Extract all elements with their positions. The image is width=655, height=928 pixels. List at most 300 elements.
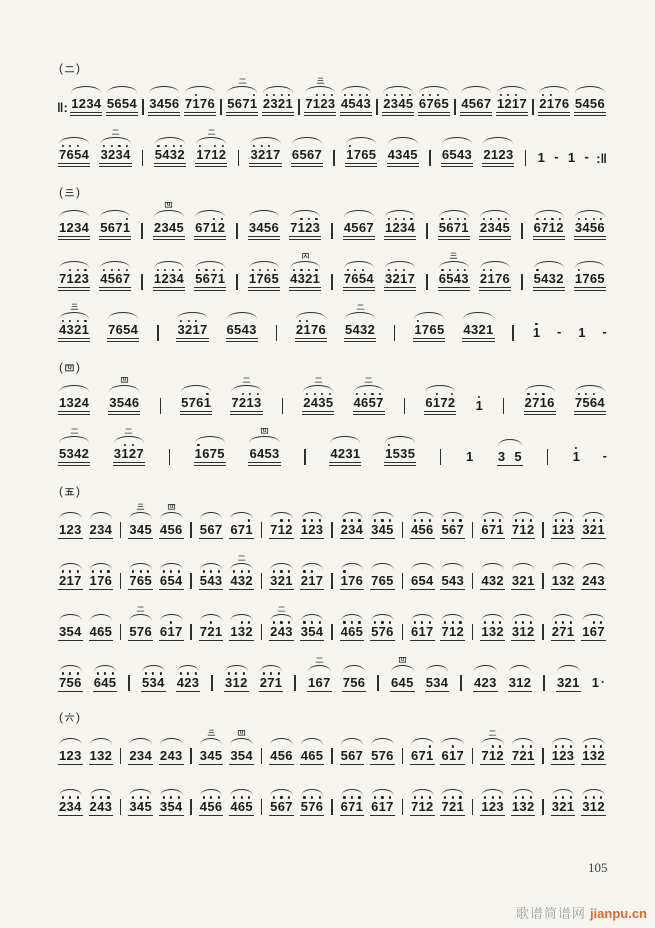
fingering-annotation xyxy=(127,502,154,512)
digit: 1 xyxy=(532,325,541,340)
underline xyxy=(413,341,445,342)
beam-underlines xyxy=(269,764,294,765)
slur-arc xyxy=(59,436,89,443)
underline xyxy=(410,815,435,816)
digit: 5 xyxy=(199,521,208,537)
digit: 5 xyxy=(277,747,286,763)
fingering-annotation xyxy=(57,302,91,312)
digit: 3 xyxy=(169,147,178,163)
digit: 4 xyxy=(256,446,265,462)
digit: 7 xyxy=(308,798,316,814)
digit: 1 xyxy=(214,623,223,639)
digit: 7 xyxy=(554,96,562,112)
digit: 4 xyxy=(81,395,90,411)
digits xyxy=(343,319,377,337)
fingering-annotation xyxy=(225,76,259,86)
underline xyxy=(343,287,375,288)
note-group xyxy=(573,385,607,415)
digit: 5 xyxy=(340,747,349,763)
underline xyxy=(424,411,456,412)
beam-underlines xyxy=(159,538,184,539)
digit: 3 xyxy=(300,623,309,639)
underline xyxy=(482,163,514,164)
digit: 2 xyxy=(519,747,527,763)
digit: 6 xyxy=(348,747,356,763)
slur-arc xyxy=(385,261,415,268)
slur-arc xyxy=(59,563,82,570)
underline xyxy=(511,538,536,539)
digits xyxy=(409,519,436,537)
slur-arc xyxy=(346,137,376,144)
digit: 4 xyxy=(340,96,349,112)
digits xyxy=(550,570,577,588)
beam-underlines xyxy=(387,163,419,167)
slur-arc xyxy=(439,261,469,268)
underline xyxy=(58,338,90,339)
barline xyxy=(128,675,129,691)
digit: 5 xyxy=(441,96,449,112)
digits xyxy=(57,144,91,162)
underline xyxy=(148,115,180,116)
digits xyxy=(268,570,295,588)
underline xyxy=(370,764,395,765)
underline xyxy=(425,691,450,692)
note-group xyxy=(198,563,225,590)
note-group xyxy=(247,426,281,466)
digit: 5 xyxy=(425,674,434,690)
digit: 4 xyxy=(144,747,152,763)
digit: 3 xyxy=(345,446,353,462)
digit: 7 xyxy=(310,322,319,338)
underline xyxy=(194,236,226,237)
beam-underlines xyxy=(58,411,90,415)
digit: 3 xyxy=(86,96,94,112)
note-group xyxy=(495,86,529,116)
underline xyxy=(248,465,280,466)
underline xyxy=(343,236,375,237)
music-line xyxy=(57,607,607,641)
note-group xyxy=(344,137,378,167)
fingering-annotation xyxy=(306,655,333,665)
digit: 5 xyxy=(368,147,377,163)
beam-underlines xyxy=(199,538,224,539)
digit: 1 xyxy=(551,572,560,588)
note-group xyxy=(580,512,607,539)
note-group xyxy=(247,261,281,291)
note-group xyxy=(57,665,84,692)
slur-arc xyxy=(185,86,215,93)
barline xyxy=(141,223,142,239)
digit: 7 xyxy=(440,395,448,411)
digit: 6 xyxy=(426,521,434,537)
underline xyxy=(176,338,208,339)
digit: 3 xyxy=(214,572,223,588)
underline xyxy=(58,538,83,539)
digit: 4 xyxy=(256,220,264,236)
digit: 1 xyxy=(511,96,520,112)
digit: 1 xyxy=(418,623,427,639)
underline xyxy=(89,538,114,539)
digits xyxy=(409,621,436,639)
digit: 2 xyxy=(526,521,535,537)
digits xyxy=(580,796,607,814)
underline xyxy=(438,290,470,291)
digit: 7 xyxy=(184,96,193,112)
note-group xyxy=(369,738,396,765)
underline xyxy=(302,414,334,415)
beam-underlines xyxy=(342,691,367,692)
digit: 1 xyxy=(385,446,393,462)
digit: 3 xyxy=(566,521,575,537)
note-group xyxy=(555,665,582,692)
slur-arc xyxy=(441,738,464,745)
digits xyxy=(440,144,474,162)
slur-arc xyxy=(441,512,464,519)
underline xyxy=(249,166,281,167)
underline xyxy=(342,691,367,692)
underline xyxy=(269,764,294,765)
digit: 6 xyxy=(230,521,238,537)
digit: 3 xyxy=(488,623,497,639)
barline xyxy=(190,573,191,589)
digits xyxy=(248,144,282,162)
slur-arc xyxy=(439,210,469,217)
digit: 6 xyxy=(438,271,447,287)
fingering-annotation xyxy=(437,251,471,261)
note-group xyxy=(352,375,386,415)
underline xyxy=(574,414,606,415)
duration-dash: - xyxy=(584,149,589,164)
digits xyxy=(369,621,396,639)
digit: 3 xyxy=(81,271,90,287)
digit: 3 xyxy=(400,220,408,236)
digit: 7 xyxy=(199,96,208,112)
digit: 7 xyxy=(441,623,450,639)
digit: 3 xyxy=(115,147,124,163)
digit: 1 xyxy=(582,623,590,639)
digit: 5 xyxy=(533,271,542,287)
digits xyxy=(294,319,328,337)
digit: 6 xyxy=(115,322,124,338)
digit: 1 xyxy=(210,220,218,236)
slur-arc xyxy=(582,738,605,745)
slur-arc xyxy=(296,312,326,319)
digit: 1 xyxy=(490,147,499,163)
digit: 6 xyxy=(418,96,427,112)
digit: 1 xyxy=(59,395,67,411)
section-number-glyph xyxy=(64,362,75,373)
fingering-glyph xyxy=(389,655,416,664)
underline xyxy=(58,764,83,765)
note-group xyxy=(424,665,451,692)
underline xyxy=(533,290,565,291)
beam-underlines xyxy=(551,538,576,539)
digit: 5 xyxy=(104,623,113,639)
digit: 2 xyxy=(74,322,82,338)
beam-underlines xyxy=(353,411,385,415)
note-group xyxy=(268,604,295,641)
note-group xyxy=(409,614,436,641)
digit: 2 xyxy=(66,220,75,236)
digits xyxy=(439,621,466,639)
slur-arc xyxy=(231,385,261,392)
digit: 2 xyxy=(564,674,573,690)
beam-underlines xyxy=(511,589,536,590)
digits xyxy=(339,621,366,639)
digit: 1 xyxy=(312,96,321,112)
underline xyxy=(574,290,606,291)
digit: 5 xyxy=(167,572,175,588)
underline xyxy=(99,166,131,167)
digit: 6 xyxy=(291,147,300,163)
digit: 3 xyxy=(74,220,82,236)
digit: 5 xyxy=(234,322,242,338)
digit: 5 xyxy=(167,521,175,537)
note-group xyxy=(198,614,225,641)
underline xyxy=(180,411,212,412)
note-group xyxy=(299,512,326,539)
beam-underlines xyxy=(344,338,376,342)
note-group xyxy=(342,261,376,291)
underline xyxy=(229,640,254,641)
note xyxy=(590,672,607,690)
beam-underlines xyxy=(226,338,258,342)
slur-arc xyxy=(200,512,223,519)
digit: 7 xyxy=(267,674,275,690)
music-line xyxy=(57,257,607,291)
underline xyxy=(438,236,470,237)
note-group xyxy=(532,261,566,291)
underline xyxy=(128,640,153,641)
note-group xyxy=(369,563,396,590)
digit: 4 xyxy=(589,572,598,588)
underline xyxy=(199,538,224,539)
digit: 2 xyxy=(498,147,506,163)
barline xyxy=(331,748,332,764)
underline xyxy=(440,538,465,539)
digit: 1 xyxy=(539,395,548,411)
digits xyxy=(306,672,333,690)
digit: 5 xyxy=(368,395,377,411)
underline xyxy=(460,112,492,113)
digit: 4 xyxy=(129,96,137,112)
digit: 1 xyxy=(578,325,586,340)
underline xyxy=(58,287,90,288)
slur-arc xyxy=(160,614,183,621)
underline xyxy=(511,589,536,590)
digit: 7 xyxy=(456,521,465,537)
digits xyxy=(301,392,335,410)
underline xyxy=(300,589,325,590)
fingering-glyph xyxy=(107,375,141,384)
beam-underlines xyxy=(226,112,258,116)
digit: 4 xyxy=(310,395,319,411)
digits xyxy=(127,519,154,537)
digit: 2 xyxy=(392,271,401,287)
digit: 2 xyxy=(59,798,67,814)
digit: 7 xyxy=(97,572,105,588)
digits xyxy=(472,672,499,690)
digit: 7 xyxy=(348,798,356,814)
digits xyxy=(88,621,115,639)
digit: 5 xyxy=(123,322,131,338)
note-group xyxy=(510,563,537,590)
music-line xyxy=(57,82,607,116)
note-group xyxy=(175,312,209,342)
beam-underlines xyxy=(99,236,131,240)
digit: 3 xyxy=(66,446,75,462)
digits xyxy=(228,621,255,639)
note-group xyxy=(57,738,84,765)
digit: 3 xyxy=(113,446,122,462)
beam-underlines xyxy=(511,640,536,641)
note-group xyxy=(339,789,366,816)
digits xyxy=(152,268,186,286)
underline xyxy=(249,163,281,164)
watermark-site-name: 歌谱简谱网 xyxy=(515,906,586,921)
underline xyxy=(382,115,414,116)
underline xyxy=(99,287,131,288)
music-line xyxy=(57,432,607,466)
digit: 1 xyxy=(248,271,257,287)
slur-arc xyxy=(330,436,360,443)
slur-arc xyxy=(534,261,564,268)
digit: 1 xyxy=(496,96,505,112)
note-group xyxy=(228,512,255,539)
digit: 1 xyxy=(486,322,494,338)
digits xyxy=(107,392,141,410)
slur-arc xyxy=(290,210,320,217)
note-group xyxy=(193,261,227,291)
digits xyxy=(580,519,607,537)
note-group xyxy=(383,210,417,240)
digit: 4 xyxy=(343,220,352,236)
note-group xyxy=(107,375,141,415)
digits xyxy=(228,570,255,588)
note-group xyxy=(303,76,337,116)
digit: 5 xyxy=(144,521,152,537)
beam-underlines xyxy=(58,640,83,641)
digit: 1 xyxy=(537,150,545,165)
digits xyxy=(496,446,524,464)
slur-arc xyxy=(154,210,184,217)
slur-arc xyxy=(388,137,418,144)
slur-arc xyxy=(129,563,152,570)
section-number-glyph xyxy=(64,63,75,74)
digits xyxy=(328,443,362,461)
note-group xyxy=(57,563,84,590)
digits xyxy=(459,93,493,111)
barline xyxy=(542,522,543,538)
digits xyxy=(247,268,281,286)
paren: ( xyxy=(59,185,63,199)
slur-arc xyxy=(343,665,366,672)
digit: 2 xyxy=(104,747,113,763)
slur-arc xyxy=(552,614,575,621)
digit: 4 xyxy=(241,322,250,338)
digit: 4 xyxy=(59,322,67,338)
digits xyxy=(495,93,529,111)
digit: 6 xyxy=(441,147,450,163)
digit: 7 xyxy=(202,220,211,236)
note-group xyxy=(369,512,396,539)
digits xyxy=(175,672,202,690)
score xyxy=(57,60,607,833)
slur-arc xyxy=(90,614,113,621)
underline xyxy=(226,112,258,113)
digit: 2 xyxy=(456,623,465,639)
slur-arc xyxy=(177,312,207,319)
fingering-glyph xyxy=(158,502,185,511)
digit: 1 xyxy=(526,747,535,763)
digits xyxy=(88,745,115,763)
underline xyxy=(70,112,102,113)
beam-underlines xyxy=(128,538,153,539)
note-group xyxy=(299,738,326,765)
fingering-glyph xyxy=(152,200,186,209)
digit: 4 xyxy=(97,798,105,814)
digit: 6 xyxy=(441,747,450,763)
underline xyxy=(300,815,325,816)
underline xyxy=(58,640,83,641)
underline xyxy=(511,815,536,816)
underline xyxy=(58,414,90,415)
barline xyxy=(512,325,513,341)
note-group xyxy=(580,738,607,765)
note-group xyxy=(523,385,557,415)
underline xyxy=(194,239,226,240)
underline xyxy=(340,640,365,641)
digit: 3 xyxy=(312,220,321,236)
digits xyxy=(92,672,119,690)
digit: 2 xyxy=(245,572,253,588)
fingering-glyph xyxy=(306,655,333,664)
note-group xyxy=(228,728,255,765)
barline xyxy=(440,449,441,465)
digits xyxy=(112,443,146,461)
underline xyxy=(229,538,254,539)
digits xyxy=(268,796,295,814)
underline xyxy=(229,815,254,816)
slur-arc xyxy=(371,512,394,519)
note-group xyxy=(409,563,436,590)
fingering-glyph xyxy=(229,375,263,384)
digit: 1 xyxy=(285,572,293,588)
beam-underlines xyxy=(70,112,102,116)
beam-underlines xyxy=(58,338,90,342)
underline xyxy=(58,589,83,590)
digit: 7 xyxy=(376,395,384,411)
slur-arc xyxy=(230,563,253,570)
slur-arc xyxy=(481,614,504,621)
beam-underlines xyxy=(384,236,416,240)
digit: 6 xyxy=(361,147,369,163)
digit: 5 xyxy=(66,674,75,690)
digits xyxy=(98,144,132,162)
note-group xyxy=(479,512,506,539)
note-group xyxy=(369,789,396,816)
slur-arc xyxy=(90,512,113,519)
beam-underlines xyxy=(229,538,254,539)
barline xyxy=(190,522,191,538)
digit: 4 xyxy=(330,446,338,462)
underline xyxy=(195,163,227,164)
barline xyxy=(394,325,395,341)
slur-arc xyxy=(474,665,497,672)
digit: 1 xyxy=(426,747,434,763)
section-number-glyph xyxy=(64,486,75,497)
underline xyxy=(413,338,445,339)
